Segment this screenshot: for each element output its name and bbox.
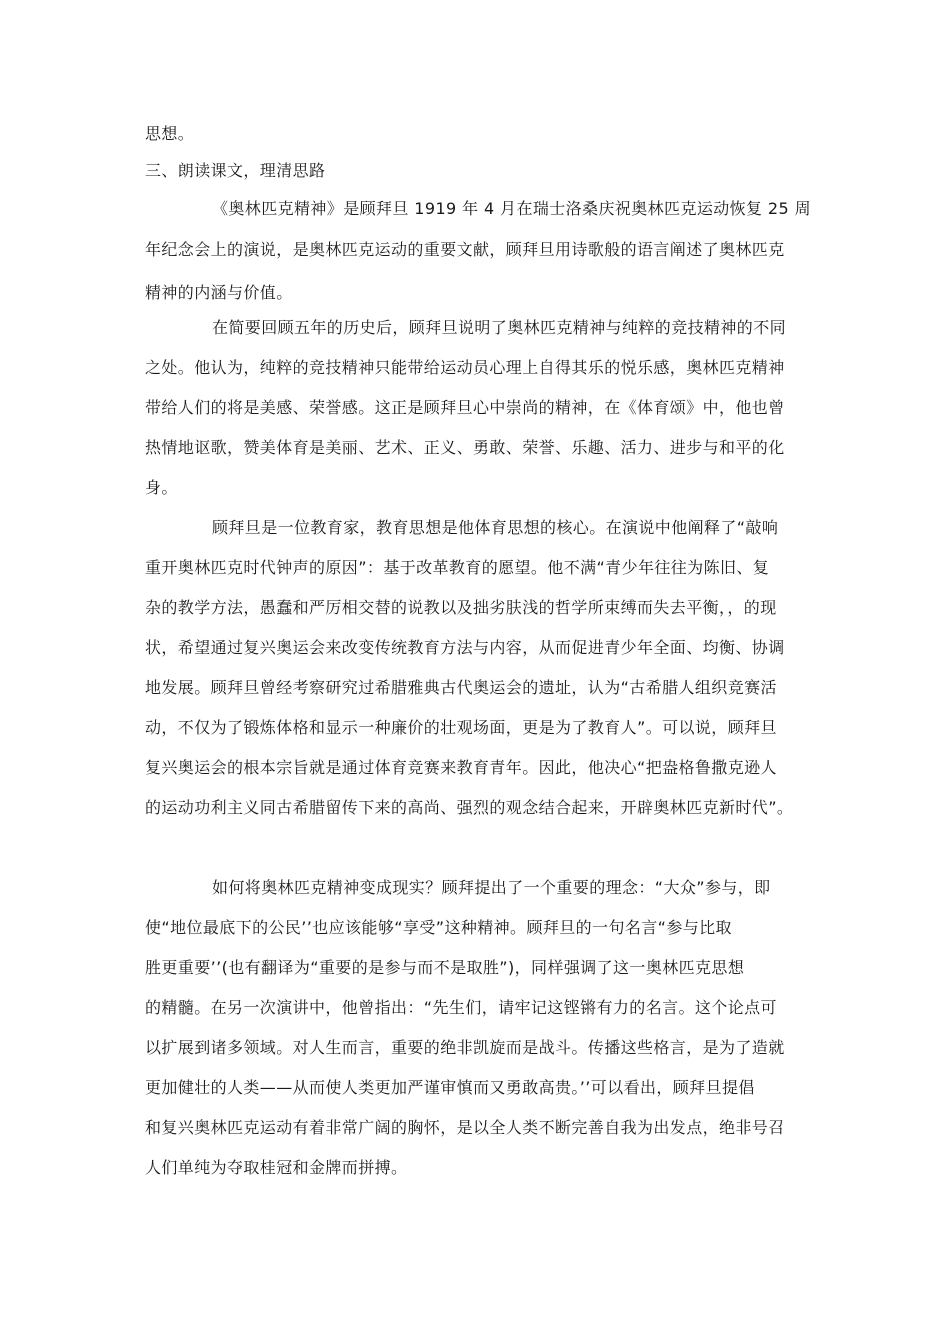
text-line: 人们单纯为夺取桂冠和金牌而拼搏。 (145, 1158, 408, 1177)
text-line: 思想。 (145, 124, 195, 143)
text-line: 热情地讴歌，赞美体育是美丽、艺术、正义、勇敢、荣誉、乐趣、活力、进步与和平的化 (145, 438, 785, 457)
text-line: 的运动功利主义同古希腊留传下来的高尚、强烈的观念结合起来，开辟奥林匹克新时代”。 (145, 798, 794, 817)
text-line: 动，不仅为了锻炼体格和显示一种廉价的壮观场面，更是为了教育人”。可以说，顾拜旦 (145, 718, 777, 737)
text-line: 和复兴奥林匹克运动有着非常广阔的胸怀，是以全人类不断完善自我为出发点，绝非号召 (145, 1118, 785, 1137)
text-line: 胜更重要’’(也有翻译为“重要的是参与而不是取胜”)，同样强调了这一奥林匹克思想 (145, 958, 745, 977)
text-line: 复兴奥运会的根本宗旨就是通过体育竞赛来教育青年。因此，他决心“把盎格鲁撒克逊人 (145, 758, 777, 777)
text-line: 的精髓。在另一次演讲中，他曾指出：“先生们，请牢记这铿锵有力的名言。这个论点可 (145, 998, 777, 1017)
text-line: 重开奥林匹克时代钟声的原因”：基于改革教育的愿望。他不满“青少年往往为陈旧、复 (145, 558, 770, 577)
text-line: 如何将奥林匹克精神变成现实？顾拜提出了一个重要的理念：“大众”参与，即 (212, 878, 771, 897)
text-line: 状，希望通过复兴奥运会来改变传统教育方法与内容，从而促进青少年全面、均衡、协调 (145, 638, 785, 657)
text-line: 精神的内涵与价值。 (145, 283, 293, 302)
text-line: 杂的教学方法，愚蠢和严厉相交替的说教以及拙劣肤浅的哲学所束缚而失去平衡，，的现 (145, 598, 777, 617)
text-line: 《奥林匹克精神》是顾拜旦 1919 年 4 月在瑞士洛桑庆祝奥林匹克运动恢复 25 周 (212, 199, 811, 218)
section-heading: 三、朗读课文，理清思路 (145, 161, 326, 180)
text-line: 更加健壮的人类——从而使人类更加严谨审慎而又勇敢高贵。’’可以看出，顾拜旦提倡 (145, 1078, 755, 1097)
text-line: 以扩展到诸多领域。对人生而言，重要的绝非凯旋而是战斗。传播这些格言，是为了造就 (145, 1038, 785, 1057)
text-line: 地发展。顾拜旦曾经考察研究过希腊雅典古代奥运会的遗址，认为“古希腊人组织竞赛活 (145, 678, 777, 697)
text-line: 身。 (145, 478, 178, 497)
text-line: 年纪念会上的演说，是奥林匹克运动的重要文献，顾拜旦用诗歌般的语言阐述了奥林匹克 (145, 240, 785, 259)
text-line: 之处。他认为，纯粹的竞技精神只能带给运动员心理上自得其乐的悦乐感，奥林匹克精神 (145, 358, 785, 377)
text-line: 在简要回顾五年的历史后，顾拜旦说明了奥林匹克精神与纯粹的竞技精神的不同 (212, 318, 787, 337)
text-line: 带给人们的将是美感、荣誉感。这正是顾拜旦心中崇尚的精神，在《体育颂》中，他也曾 (145, 398, 785, 417)
text-line: 顾拜旦是一位教育家，教育思想是他体育思想的核心。在演说中他阐释了“敲响 (212, 518, 779, 537)
text-line: 使“地位最底下的公民’’也应该能够“享受”这种精神。顾拜旦的一句名言“参与比取 (145, 918, 732, 937)
